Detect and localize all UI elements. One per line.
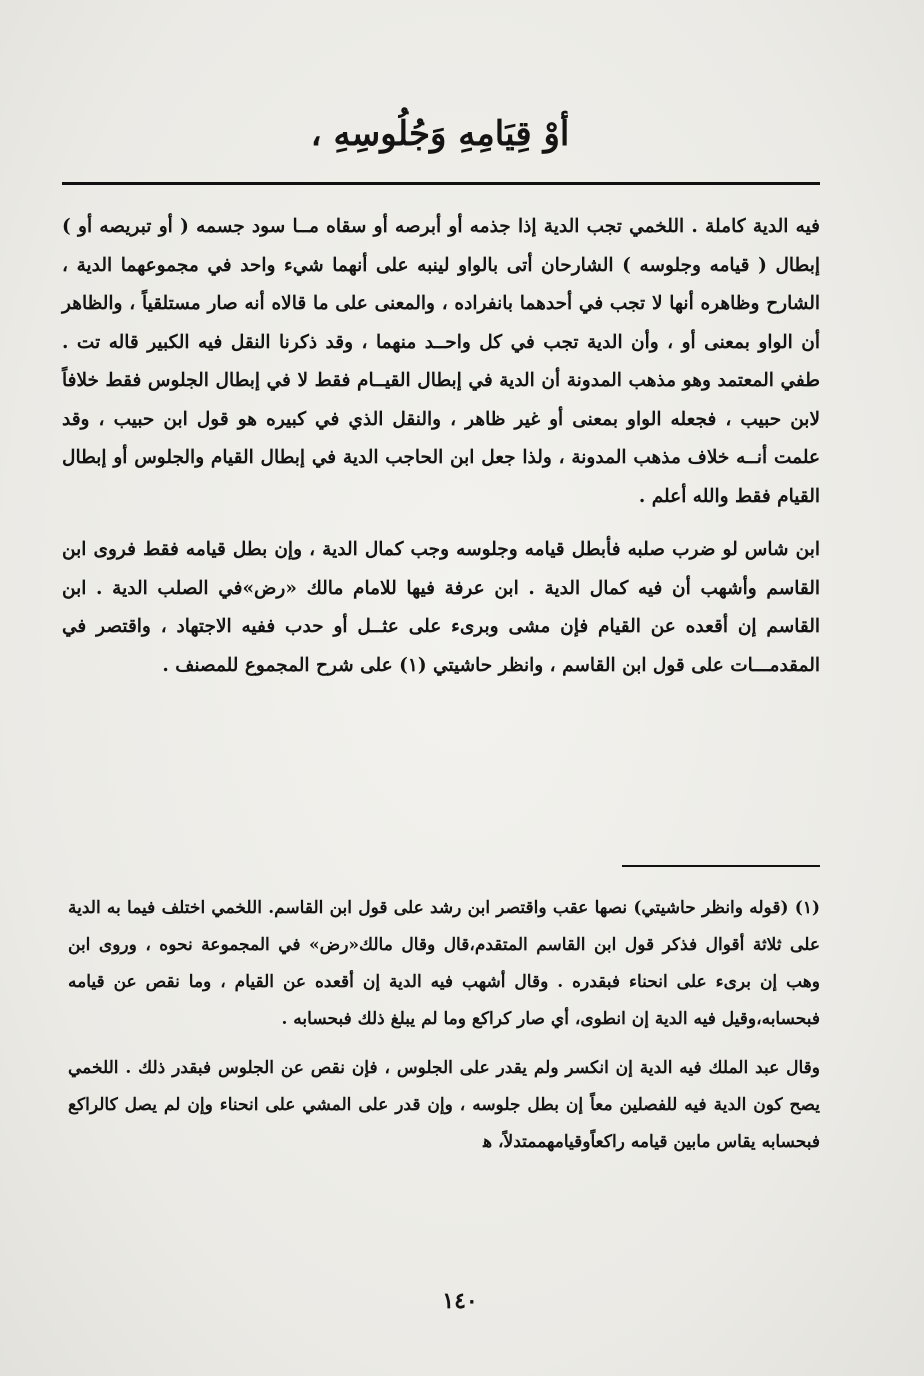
- footnote-divider: [622, 865, 820, 867]
- matn-heading: أوْ قِيَامِهِ وَجُلُوسِهِ ،: [310, 114, 570, 154]
- footnote-section: [68, 890, 820, 1161]
- footnote-paragraph: وقال عبد الملك فيه الدية إن انكسر ولم يقدر على الجلوس ، فإن نقص عن الجلوس فبقدر ذلك . اللخمي يصح كون الدية فيه للفصلين معاً إن بطل جلوسه ، وإن قدر على المشي على انحناء وإن لم يصل كالراكع فبحسابه يقاس مابين قيامه راكعاًوقيامهممتدلاً، ﻫ: [68, 1058, 820, 1152]
- page-number: ١٤٠: [442, 1288, 478, 1314]
- commentary-body: [62, 208, 820, 685]
- top-divider: [62, 182, 820, 185]
- body-paragraph: ابن شاس لو ضرب صلبه فأبطل قيامه وجلوسه وجب كمال الدية ، وإن بطل قيامه فقط فروى ابن القاسم وأشهب أن فيه كمال الدية . ابن عرفة فيها للامام مالك «رض»في الصلب الدية . ابن القاسم إن أقعده عن القيام فإن مشى وبرىء على عثــل أو حدب ففيه الاجتهاد ، واقتصر في المقدمـــات على قول ابن القاسم ، وانظر حاشيتي (١) على شرح المجموع للمصنف .: [62, 539, 820, 676]
- footnote-paragraph: (١) (قوله وانظر حاشيتي) نصها عقب واقتصر ابن رشد على قول ابن القاسم. اللخمي اختلف فيما به الدية على ثلاثة أقوال فذكر قول ابن القاسم المتقدم،قال وقال مالك«رض» في المجموعة نحوه ، وروى ابن وهب إن برىء على انحناء فبقدره . وقال أشهب فيه الدية إن أقعده عن القيام ، وما نقص عن قيامه فبحسابه،وقيل فيه الدية إن انطوى، أي صار كراكع وما لم يبلغ ذلك فبحسابه .: [68, 898, 820, 1029]
- body-paragraph: فيه الدية كاملة . اللخمي تجب الدية إذا جذمه أو أبرصه أو سقاه مــا سود جسمه ( أو تبريصه أو ) إبطال ( قيامه وجلوسه ) الشارحان أتى بالواو لينبه على أنهما شيء واحد في مجموعهما الدية ، الشارح وظاهره أنها لا تجب في أحدهما بانفراده ، والمعنى على ما قالاه أنه صار مستلقياً ، والظاهر أن الواو بمعنى أو ، وأن الدية تجب في كل واحــد منهما ، وقد ذكرنا النقل فيه الكبير قاله تت . طفي المعتمد وهو مذهب المدونة أن الدية في إبطال القيــام فقط لا في إبطال الجلوس فقط خلافاً لابن حبيب ، فجعله الواو بمعنى أو غير ظاهر ، والنقل الذي في كبيره هو قول ابن حبيب ، وقد علمت أنــه خلاف مذهب المدونة ، ولذا جعل ابن الحاجب الدية في إبطال القيام والجلوس أو إبطال القيام فقط والله أعلم .: [62, 216, 820, 507]
